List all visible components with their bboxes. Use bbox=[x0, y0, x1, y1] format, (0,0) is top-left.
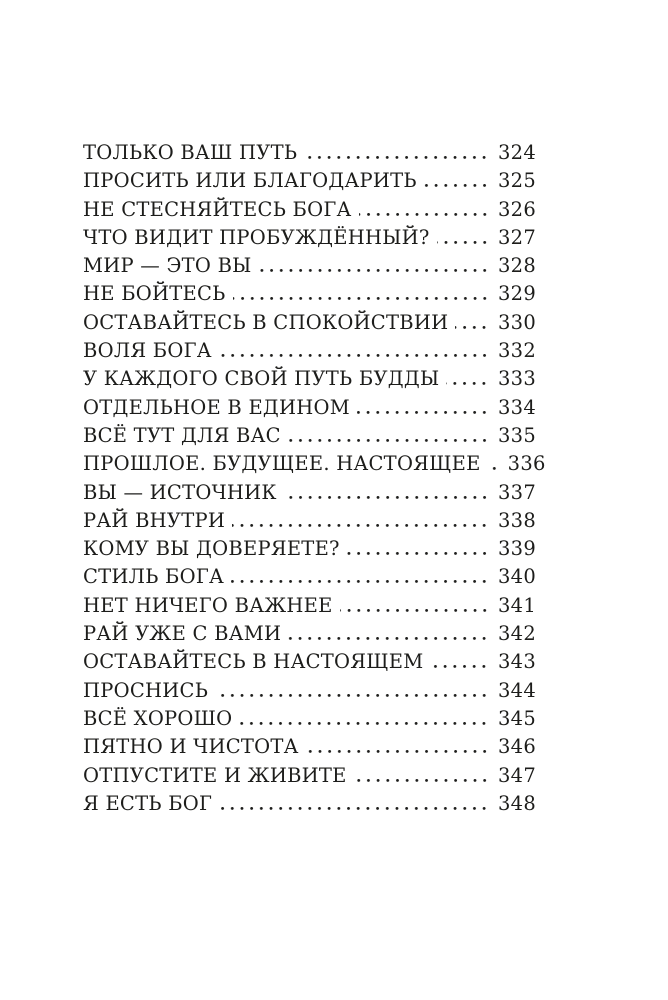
dot-leader bbox=[288, 439, 492, 442]
dot-leader bbox=[219, 807, 492, 810]
toc-entry[interactable] bbox=[83, 762, 536, 790]
toc-entry-page-number: 335 bbox=[498, 423, 536, 447]
toc-entry-page-number: 344 bbox=[498, 678, 536, 702]
toc-entry-page-number: 340 bbox=[498, 565, 536, 589]
dot-leader bbox=[231, 580, 492, 583]
dot-leader bbox=[357, 411, 492, 414]
dot-leader bbox=[259, 269, 492, 272]
toc-entry-title: ПРОШЛОЕ. БУДУЩЕЕ. НАСТОЯЩЕЕ bbox=[83, 452, 481, 476]
toc-entry[interactable] bbox=[83, 280, 536, 308]
toc-entry[interactable] bbox=[83, 507, 536, 535]
toc-entry-title: МИР — ЭТО ВЫ bbox=[83, 254, 252, 278]
toc-entry-title: КОМУ ВЫ ДОВЕРЯЕТЕ? bbox=[83, 537, 340, 561]
dot-leader bbox=[340, 609, 492, 612]
toc-entry-title: ПЯТНО И ЧИСТОТА bbox=[83, 735, 299, 759]
toc-entry-title: ВОЛЯ БОГА bbox=[83, 339, 212, 363]
toc-entry[interactable] bbox=[83, 224, 536, 252]
toc-entry-page-number: 345 bbox=[498, 706, 536, 730]
toc-entry[interactable] bbox=[83, 337, 536, 365]
toc-entry[interactable] bbox=[83, 733, 536, 761]
toc-entry-page-number: 341 bbox=[498, 593, 536, 617]
toc-entry-title: ПРОСИТЬ ИЛИ БЛАГОДАРИТЬ bbox=[83, 169, 417, 193]
toc-entry[interactable] bbox=[83, 422, 536, 450]
toc-entry[interactable] bbox=[83, 535, 536, 563]
toc-entry[interactable] bbox=[83, 450, 546, 478]
dot-leader bbox=[455, 326, 492, 329]
toc-entry-page-number: 328 bbox=[498, 254, 536, 278]
toc-entry-title: ЧТО ВИДИТ ПРОБУЖДЁННЫЙ? bbox=[83, 225, 430, 249]
toc-entry-page-number: 326 bbox=[498, 197, 536, 221]
toc-list bbox=[83, 139, 546, 818]
dot-leader bbox=[288, 637, 492, 640]
toc-entry[interactable] bbox=[83, 592, 536, 620]
toc-entry-title: ВСЁ ТУТ ДЛЯ ВАС bbox=[83, 423, 281, 447]
dot-leader bbox=[306, 750, 492, 753]
toc-entry-title: ПРОСНИСЬ bbox=[83, 678, 209, 702]
toc-entry[interactable] bbox=[83, 705, 536, 733]
toc-entry[interactable] bbox=[83, 563, 536, 591]
toc-entry-page-number: 342 bbox=[498, 622, 536, 646]
toc-entry-page-number: 332 bbox=[498, 339, 536, 363]
dot-leader bbox=[215, 694, 492, 697]
toc-entry-page-number: 337 bbox=[498, 480, 536, 504]
toc-entry-title: ОТПУСТИТЕ И ЖИВИТЕ bbox=[83, 763, 347, 787]
toc-entry-title: РАЙ УЖЕ С ВАМИ bbox=[83, 622, 282, 646]
toc-entry-page-number: 338 bbox=[498, 508, 536, 532]
toc-entry[interactable] bbox=[83, 790, 536, 818]
toc-entry-title: ОСТАВАЙТЕСЬ В СПОКОЙСТВИИ bbox=[83, 310, 449, 334]
toc-entry-title: НЕ СТЕСНЯЙТЕСЬ БОГА bbox=[83, 197, 352, 221]
dot-leader bbox=[424, 184, 492, 187]
dot-leader bbox=[446, 382, 492, 385]
dot-leader bbox=[233, 297, 492, 300]
toc-entry-title: ОСТАВАЙТЕСЬ В НАСТОЯЩЕМ bbox=[83, 650, 424, 674]
toc-entry-page-number: 334 bbox=[498, 395, 536, 419]
toc-entry-page-number: 339 bbox=[498, 537, 536, 561]
toc-entry-page-number: 348 bbox=[498, 791, 536, 815]
toc-entry-page-number: 327 bbox=[498, 225, 536, 249]
toc-entry-title: У КАЖДОГО СВОЙ ПУТЬ БУДДЫ bbox=[83, 367, 440, 391]
toc-entry-title: НЕТ НИЧЕГО ВАЖНЕЕ bbox=[83, 593, 333, 617]
dot-leader bbox=[219, 354, 492, 357]
dot-leader bbox=[430, 665, 492, 668]
toc-entry-page-number: 330 bbox=[498, 310, 536, 334]
dot-leader bbox=[304, 156, 492, 159]
toc-entry-title: ВСЁ ХОРОШО bbox=[83, 706, 233, 730]
toc-entry[interactable] bbox=[83, 365, 536, 393]
toc-entry-page-number: 347 bbox=[498, 763, 536, 787]
toc-entry-title: ТОЛЬКО ВАШ ПУТЬ bbox=[83, 141, 298, 164]
toc-entry-title: ВЫ — ИСТОЧНИК bbox=[83, 480, 277, 504]
toc-entry[interactable] bbox=[83, 309, 536, 337]
toc-entry[interactable] bbox=[83, 139, 536, 167]
toc-entry[interactable] bbox=[83, 252, 536, 280]
toc-entry-page-number: 336 bbox=[507, 452, 546, 476]
toc-entry-page-number: 329 bbox=[498, 282, 536, 306]
toc-entry-title: ОТДЕЛЬНОЕ В ЕДИНОМ bbox=[83, 395, 350, 419]
toc-entry[interactable] bbox=[83, 479, 536, 507]
dot-leader bbox=[284, 496, 492, 499]
toc-entry-title: СТИЛЬ БОГА bbox=[83, 565, 225, 589]
dot-leader bbox=[232, 524, 492, 527]
toc-entry-page-number: 325 bbox=[498, 169, 536, 193]
dot-leader bbox=[359, 213, 492, 216]
toc-entry[interactable] bbox=[83, 394, 536, 422]
dot-leader bbox=[347, 552, 492, 555]
toc-entry[interactable] bbox=[83, 648, 536, 676]
toc-entry-title: Я ЕСТЬ БОГ bbox=[83, 791, 213, 815]
toc-entry-page-number: 333 bbox=[498, 367, 536, 391]
toc-entry-page-number: 324 bbox=[498, 141, 536, 164]
toc-entry-page-number: 343 bbox=[498, 650, 536, 674]
dot-leader bbox=[354, 779, 492, 782]
dot-leader bbox=[488, 467, 502, 470]
toc-entry-title: РАЙ ВНУТРИ bbox=[83, 508, 226, 532]
toc-entry-title: НЕ БОЙТЕСЬ bbox=[83, 282, 226, 306]
toc-entry[interactable] bbox=[83, 196, 536, 224]
dot-leader bbox=[239, 722, 492, 725]
toc-entry[interactable] bbox=[83, 167, 536, 195]
toc-entry[interactable] bbox=[83, 620, 536, 648]
toc-entry-page-number: 346 bbox=[498, 735, 536, 759]
dot-leader bbox=[437, 241, 492, 244]
toc-entry[interactable] bbox=[83, 677, 536, 705]
